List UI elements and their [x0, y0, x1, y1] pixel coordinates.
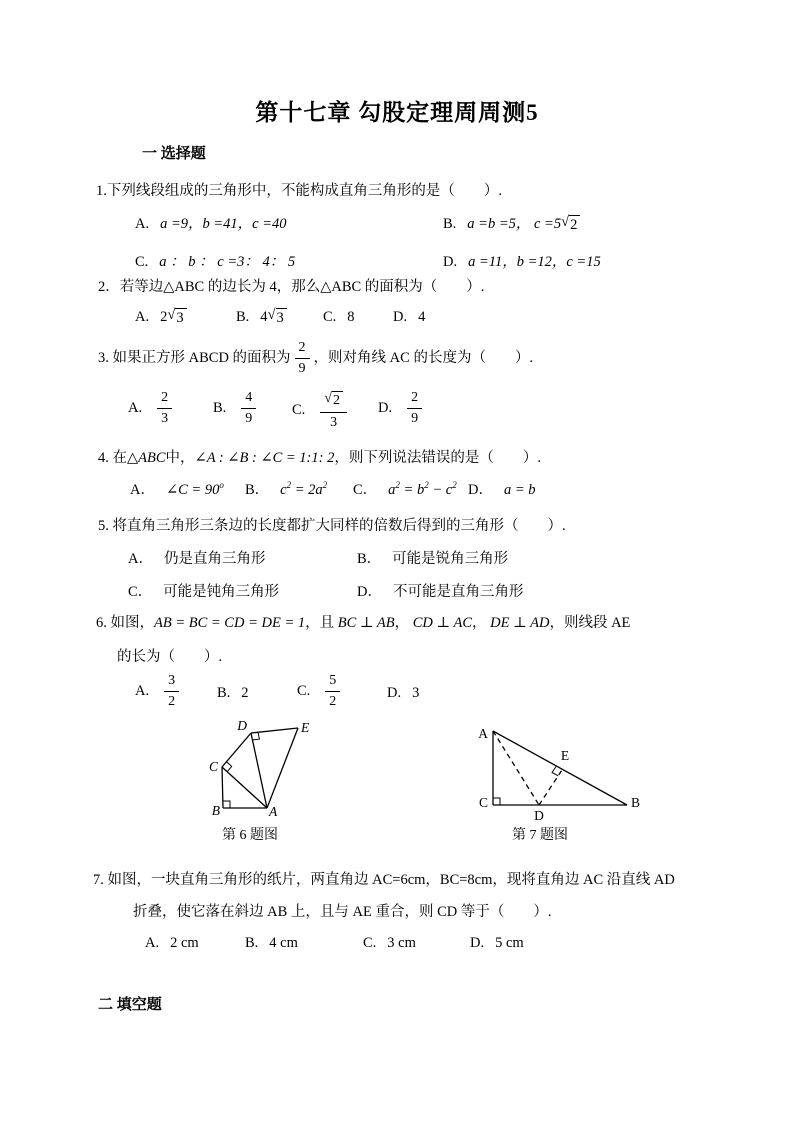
option-label: A. [135, 216, 150, 232]
q3-option-d [378, 390, 426, 427]
option-label: D. [443, 254, 458, 270]
option-label: D. [393, 309, 408, 325]
option-text: 3 [412, 684, 420, 701]
right-angle-marks [493, 767, 558, 805]
q6-option-a [135, 673, 183, 710]
option-text: 2 cm [170, 935, 199, 951]
q7-option-d [470, 934, 524, 953]
option-label: D. [470, 935, 485, 951]
q7-option-a [145, 934, 199, 953]
fraction-numerator: 5 [325, 673, 340, 692]
q5-option-b [357, 550, 508, 569]
figure-q6-caption: 第 6 题图 [222, 828, 278, 843]
section-fill-heading: 二 填空题 [98, 997, 162, 1013]
figure-q6 [195, 713, 315, 825]
option-label: D． [468, 482, 493, 498]
q4-option-a [130, 481, 224, 500]
stem-text: ，则下列说法错误的是（ ）. [334, 450, 541, 466]
option-label: A. [135, 683, 150, 700]
q6-option-c [297, 673, 344, 710]
option-label: B. [245, 935, 259, 951]
option-label: A． [130, 482, 155, 498]
stem-text: 4. 在 [98, 450, 127, 466]
vertex-label-e: E [560, 748, 570, 763]
radical-icon: √ [561, 214, 570, 231]
option-label: C. [135, 254, 149, 270]
figure-q7-edges [493, 731, 627, 805]
vertex-label-b: B [631, 795, 641, 810]
q2-option-c [323, 308, 355, 327]
q3-stem [98, 340, 533, 377]
q4-stem [98, 449, 541, 468]
q3-option-a [128, 390, 176, 427]
q7-option-c [363, 934, 416, 953]
option-text: 不可能是直角三角形 [392, 584, 524, 600]
option-label: B. [236, 309, 250, 325]
option-label: B. [217, 684, 231, 701]
option-math: $a^2 = b^2 - c^2$ [388, 480, 457, 498]
stem-text: ， [394, 615, 413, 631]
q2-option-d [393, 308, 425, 327]
option-text: 可能是锐角三角形 [392, 551, 509, 567]
fraction-denominator: 3 [330, 415, 338, 431]
figure-q7 [460, 713, 645, 825]
vertex-label-d: D [237, 718, 247, 733]
option-label: D. [378, 400, 393, 417]
q4-option-c [353, 481, 457, 500]
option-label: C． [128, 584, 153, 600]
option-text: 5 cm [495, 935, 524, 951]
option-text: 3 cm [387, 935, 416, 951]
stem-text: ，且 [305, 615, 338, 631]
fraction-numerator: 2 [407, 390, 422, 409]
stem-math: DE ⊥ AD [490, 615, 550, 631]
radical-icon: √ [324, 391, 332, 406]
fraction-numerator: 2 [295, 340, 310, 359]
option-label: B. [443, 216, 457, 232]
fraction-denominator: 2 [168, 694, 176, 709]
option-label: C． [353, 482, 378, 498]
q6-option-d [387, 673, 419, 713]
option-math: a = b [503, 482, 536, 498]
vertex-label-a: A [269, 804, 278, 819]
stem-text: 6. 如图， [96, 615, 154, 631]
q6-stem-line1 [96, 614, 630, 633]
stem-text: 中， [165, 450, 195, 466]
option-label: C. [323, 309, 337, 325]
q4-option-b [245, 481, 327, 500]
fraction-denominator: 2 [329, 694, 337, 709]
stem-text: ， [472, 615, 491, 631]
radicand: 2 [332, 391, 343, 409]
page-title: 第十七章 勾股定理周周测5 [255, 100, 539, 125]
stem-math: AB = BC = CD = DE = 1 [154, 615, 306, 631]
vertex-label-e: E [301, 720, 310, 735]
fraction-denominator: 9 [298, 361, 306, 376]
q7-option-b [245, 934, 298, 953]
q6-stem-line2: 的长为（ ）. [117, 649, 223, 665]
q6-option-b [217, 673, 249, 713]
option-label: B. [213, 400, 227, 417]
q5-stem: 5. 将直角三角形三条边的长度都扩大同样的倍数后得到的三角形（ ）. [98, 518, 566, 534]
option-text: 4 [418, 309, 426, 325]
option-text: 2 [241, 684, 249, 701]
fraction-numerator [320, 390, 347, 413]
q3-option-b [213, 390, 260, 427]
stem-text: ，则对角线 AC 的长度为（ ）. [313, 350, 534, 367]
q1-option-b [443, 215, 580, 234]
fraction-numerator: 3 [164, 673, 179, 692]
option-label: B． [245, 482, 270, 498]
option-math: a ： b ： c =3： 4： 5 [159, 254, 296, 270]
q1-option-a [135, 215, 287, 234]
stem-text: ，则线段 AE [549, 615, 631, 631]
radicand: 2 [569, 215, 580, 234]
radical-icon: √ [167, 307, 176, 324]
fraction-denominator: 9 [411, 411, 419, 426]
q2-option-b [236, 308, 287, 327]
coefficient: 4 [260, 309, 268, 325]
q5-option-d [357, 583, 523, 602]
section-choice-heading: 一 选择题 [142, 146, 206, 162]
vertex-label-c: C [208, 759, 218, 774]
q1-option-c [135, 253, 295, 272]
option-text: 8 [347, 309, 355, 325]
option-label: C. [297, 683, 311, 700]
figure-q6-edges [222, 728, 298, 808]
option-label: D. [387, 684, 402, 701]
q1-option-d [443, 253, 601, 272]
stem-math: CD ⊥ AC [412, 615, 473, 631]
vertex-label-d: D [534, 808, 544, 823]
stem-text: 3. 如果正方形 ABCD 的面积为 [98, 350, 291, 367]
radicand: 3 [276, 308, 287, 327]
option-math: ∠C = $90^o$ [165, 480, 224, 498]
option-text: 仍是直角三角形 [163, 551, 266, 567]
q2-stem: 2．若等边△ABC 的边长为 4，那么△ABC 的面积为（ ）. [98, 279, 485, 295]
stem-math: △ABC [127, 450, 166, 466]
coefficient: 2 [160, 309, 168, 325]
q5-option-c [128, 583, 279, 602]
fraction-denominator: 9 [245, 411, 253, 426]
q7-stem-line2: 折叠，使它落在斜边 AB 上，且与 AE 重合，则 CD 等于（ ）. [133, 904, 552, 920]
stem-math: BC ⊥ AB [337, 615, 395, 631]
option-label: A． [128, 551, 153, 567]
vertex-label-a: A [478, 726, 488, 741]
option-label: D． [357, 584, 382, 600]
q1-stem: 1.下列线段组成的三角形中，不能构成直角三角形的是（ ）. [96, 183, 502, 199]
option-math: $c^2 = 2a^2$ [280, 480, 328, 498]
fraction-denominator: 3 [161, 411, 169, 426]
option-label: B． [357, 551, 382, 567]
option-label: A. [128, 400, 143, 417]
option-math: a =9，b =41，c =40 [160, 216, 287, 232]
option-math: a =11，b =12，c =15 [468, 254, 601, 270]
q3-option-c [292, 390, 351, 431]
q4-option-d [468, 481, 536, 500]
q2-option-a [135, 308, 187, 327]
radical-icon: √ [267, 307, 276, 324]
radicand: 3 [175, 308, 186, 327]
fraction-numerator: 4 [241, 390, 256, 409]
stem-math: ∠A : ∠B : ∠C = 1:1: 2 [194, 450, 335, 466]
option-math: a =b =5， c =5 [467, 216, 562, 232]
option-text: 4 cm [269, 935, 298, 951]
option-label: A. [135, 309, 150, 325]
q7-stem-line1: 7. 如图，一块直角三角形的纸片，两直角边 AC=6cm，BC=8cm，现将直角边 AC 沿直线 AD [93, 872, 675, 888]
option-label: A. [145, 935, 160, 951]
vertex-label-c: C [478, 795, 488, 810]
figure-q7-caption: 第 7 题图 [512, 828, 568, 843]
fraction-numerator: 2 [157, 390, 172, 409]
q5-option-a [128, 550, 265, 569]
option-text: 可能是钝角三角形 [163, 584, 280, 600]
option-label: C. [363, 935, 377, 951]
option-label: C. [292, 402, 306, 419]
vertex-label-b: B [211, 803, 220, 818]
